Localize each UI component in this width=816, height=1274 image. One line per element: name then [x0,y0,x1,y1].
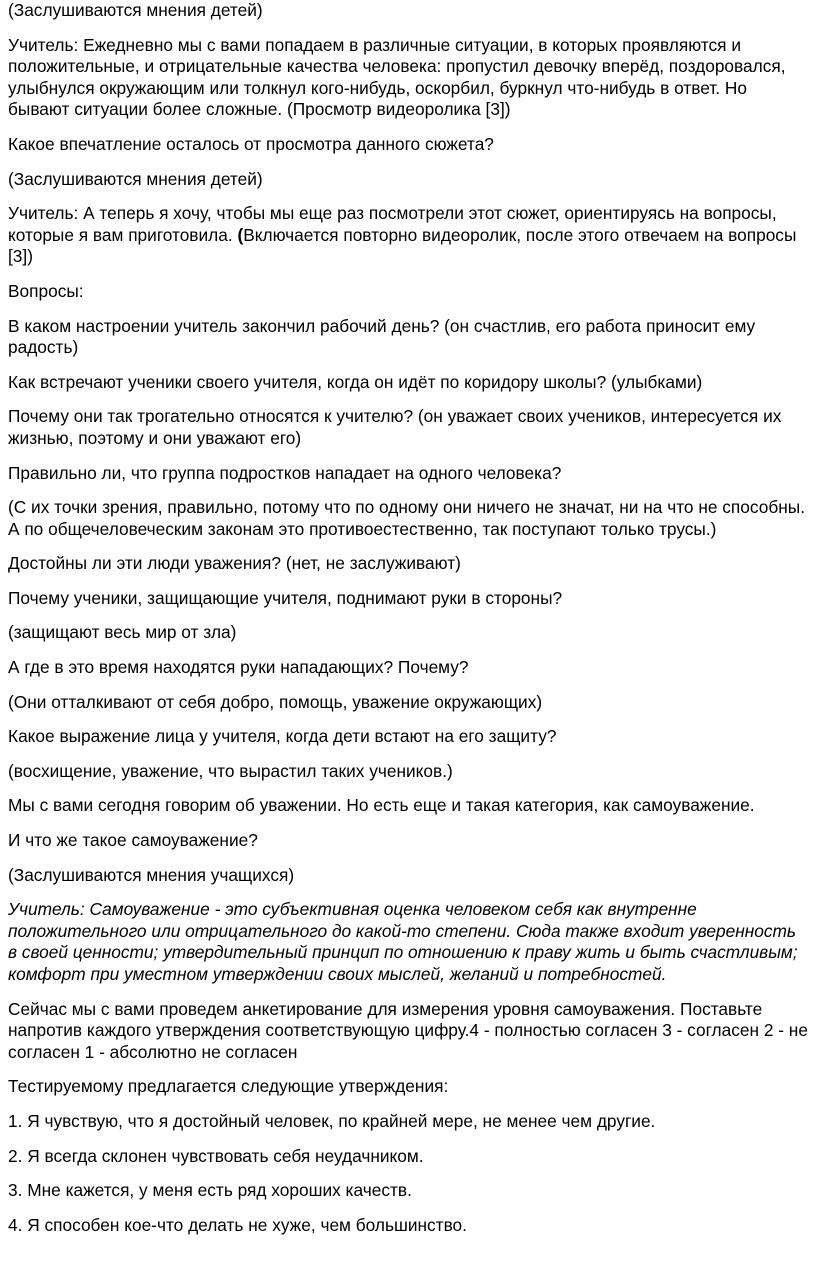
paragraph-teacher-intro: Учитель: Ежедневно мы с вами попадаем в различные ситуации, в которых проявляются и положительные, и отрицательные качества человека: пропустил девочку вперёд, поздоровался, улыбнулся окружающим или толкнул кого-нибудь, оскорбил, буркнул что-нибудь в ответ. Но бывают ситуации более сложные. (Просмотр видеоролика [3]) [8,34,786,120]
paragraph-question-face: Какое выражение лица у учителя, когда дети встают на его защиту? [8,726,557,747]
paragraph-answer-attackers-arms: (Они отталкивают от себя добро, помощь, уважение окружающих) [8,691,543,712]
paragraph-question-greeting: Как встречают ученики своего учителя, когда он идёт по коридору школы? (улыбками) [8,371,703,392]
paragraph-answer-attack: (С их точки зрения, правильно, потому что по одному они ничего не значат, ни на что не способны. А по общечеловеческим законам это противоестественно, так поступают только трусы.) [8,497,806,539]
paragraph-question-attackers-arms: А где в это время находятся руки нападающих? Почему? [8,657,469,678]
paragraph-question-mood: В каком настроении учитель закончил рабочий день? (он счастлив, его работа приносит ему радость) [8,315,756,358]
paragraph-statements-heading: Тестируемому предлагается следующие утверждения: [8,1076,449,1097]
paragraph-opinions-children-1: (Заслушиваются мнения детей) [8,0,263,20]
rewatch-text-start: Учитель: А теперь я хочу, чтобы мы еще раз посмотрели этот сюжет, ориентируясь на вопросы, которые я вам приготовила. [8,203,777,245]
paragraph-answer-arms: (защищают весь мир от зла) [8,622,237,643]
paragraph-statement-3: 3. Мне кажется, у меня есть ряд хороших качеств. [8,1180,412,1201]
rewatch-text-end: Включается повторно видеоролик, после этого отвечаем на вопросы [3]) [8,224,797,267]
paragraph-question-attack: Правильно ли, что группа подростков нападает на одного человека? [8,462,562,483]
paragraph-self-respect-intro: Мы с вами сегодня говорим об уважении. Но есть еще и такая категория, как самоуважение. [8,795,755,816]
paragraph-impression-question: Какое впечатление осталось от просмотра данного сюжета? [8,133,494,154]
paragraph-questions-heading: Вопросы: [8,280,84,301]
paragraph-answer-face: (восхищение, уважение, что вырастил таких учеников.) [8,760,453,781]
paragraph-opinions-students: (Заслушиваются мнения учащихся) [8,864,295,885]
paragraph-survey-instructions: Сейчас мы с вами проведем анкетирование для измерения уровня самоуважения. Поставьте напротив каждого утверждения соответствующую цифру.4 - полностью согласен 3 - согласен 2 - не согласен 1 - абсолютно не согласен [8,998,808,1062]
paragraph-teacher-rewatch [8,203,808,268]
paragraph-question-attitude: Почему они так трогательно относятся к учителю? (он уважает своих учеников, интересуется их жизнью, поэтому и они уважают его) [8,406,782,448]
paragraph-opinions-children-2: (Заслушиваются мнения детей) [8,168,263,189]
paragraph-statement-4: 4. Я способен кое-что делать не хуже, чем большинство. [8,1214,467,1235]
paragraph-self-respect-definition: Учитель: Самоуважение - это субъективная оценка человеком себя как внутренне положительного или отрицательного до какой-то степени. Сюда также входит уверенность в своей ценности; утвердительный принцип по отношению к праву жить и быть счастливым; комфорт при уместном утверждении своих мыслей, желаний и потребностей. [8,899,798,984]
paragraph-question-arms: Почему ученики, защищающие учителя, поднимают руки в стороны? [8,587,563,608]
rewatch-bold-paren: ( [237,224,244,245]
paragraph-question-respect: Достойны ли эти люди уважения? (нет, не заслуживают) [8,553,461,574]
paragraph-statement-1: 1. Я чувствую, что я достойный человек, по крайней мере, не менее чем другие. [8,1110,656,1131]
paragraph-self-respect-question: И что же такое самоуважение? [8,830,258,851]
paragraph-statement-2: 2. Я всегда склонен чувствовать себя неудачником. [8,1145,424,1166]
